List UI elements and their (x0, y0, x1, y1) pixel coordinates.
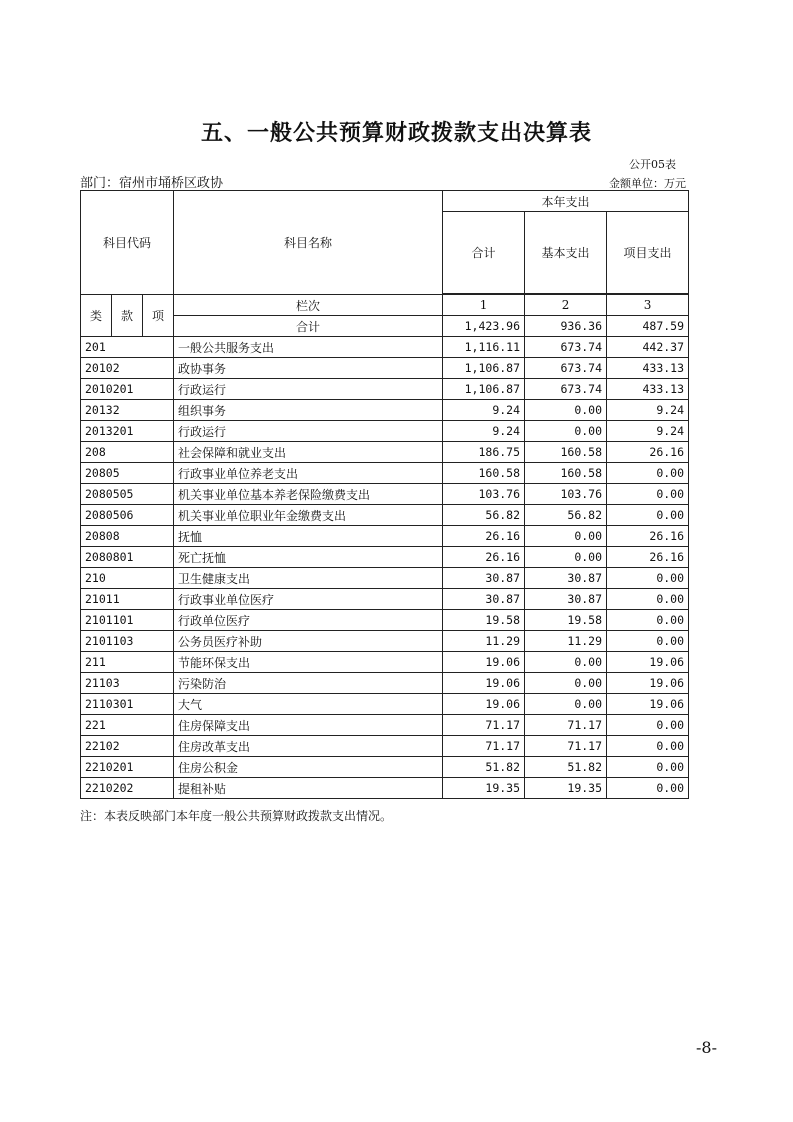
row-code: 2101101 (81, 610, 174, 631)
table-row (81, 547, 689, 568)
row-total: 103.76 (443, 484, 525, 505)
row-total: 51.82 (443, 757, 525, 778)
row-basic: 0.00 (525, 652, 607, 673)
row-code: 2210202 (81, 778, 174, 799)
row-project: 9.24 (607, 421, 689, 442)
row-total: 19.58 (443, 610, 525, 631)
row-name: 大气 (174, 694, 443, 715)
row-name: 行政运行 (174, 421, 443, 442)
row-total: 9.24 (443, 400, 525, 421)
header-name: 科目名称 (174, 191, 443, 295)
table-row (81, 505, 689, 526)
row-total: 19.06 (443, 694, 525, 715)
table-row (81, 526, 689, 547)
table-row (81, 757, 689, 778)
row-name: 机关事业单位职业年金缴费支出 (174, 505, 443, 526)
row-project: 26.16 (607, 442, 689, 463)
row-code: 2080505 (81, 484, 174, 505)
row-project: 19.06 (607, 694, 689, 715)
row-basic: 673.74 (525, 358, 607, 379)
row-project: 0.00 (607, 505, 689, 526)
table-row (81, 736, 689, 757)
row-total: 56.82 (443, 505, 525, 526)
row-basic: 71.17 (525, 736, 607, 757)
row-basic: 160.58 (525, 463, 607, 484)
row-project: 0.00 (607, 778, 689, 799)
row-code: 2010201 (81, 379, 174, 400)
row-name: 行政事业单位养老支出 (174, 463, 443, 484)
row-code: 211 (81, 652, 174, 673)
row-total: 186.75 (443, 442, 525, 463)
table-row (81, 400, 689, 421)
row-project: 0.00 (607, 463, 689, 484)
row-project: 19.06 (607, 652, 689, 673)
table-row (81, 631, 689, 652)
header-xiang: 项 (143, 295, 174, 337)
table-row (81, 778, 689, 799)
table-row (81, 379, 689, 400)
row-name: 抚恤 (174, 526, 443, 547)
row-name: 机关事业单位基本养老保险缴费支出 (174, 484, 443, 505)
row-total: 9.24 (443, 421, 525, 442)
table-row (81, 358, 689, 379)
row-basic: 51.82 (525, 757, 607, 778)
column-index-2: 2 (525, 295, 607, 316)
row-basic: 30.87 (525, 589, 607, 610)
row-total: 26.16 (443, 547, 525, 568)
row-basic: 11.29 (525, 631, 607, 652)
unit-label: 金额单位：万元 (609, 177, 686, 190)
sum-total: 1,423.96 (443, 316, 525, 337)
row-basic: 19.58 (525, 610, 607, 631)
row-basic: 0.00 (525, 526, 607, 547)
row-total: 19.06 (443, 673, 525, 694)
row-project: 26.16 (607, 547, 689, 568)
row-project: 433.13 (607, 379, 689, 400)
row-project: 442.37 (607, 337, 689, 358)
row-basic: 19.35 (525, 778, 607, 799)
row-basic: 71.17 (525, 715, 607, 736)
row-project: 0.00 (607, 484, 689, 505)
header-code-group: 科目代码 (81, 191, 174, 295)
row-name: 行政事业单位医疗 (174, 589, 443, 610)
row-project: 433.13 (607, 358, 689, 379)
row-name: 提租补贴 (174, 778, 443, 799)
row-total: 71.17 (443, 736, 525, 757)
sum-basic: 936.36 (525, 316, 607, 337)
row-basic: 103.76 (525, 484, 607, 505)
row-name: 节能环保支出 (174, 652, 443, 673)
row-project: 0.00 (607, 589, 689, 610)
row-code: 2210201 (81, 757, 174, 778)
table-row (81, 421, 689, 442)
row-code: 20808 (81, 526, 174, 547)
header-year-group: 本年支出 (443, 191, 689, 212)
table-row (81, 610, 689, 631)
row-name: 住房保障支出 (174, 715, 443, 736)
column-index-1: 1 (443, 295, 525, 316)
row-name: 死亡抚恤 (174, 547, 443, 568)
header-basic: 基本支出 (525, 212, 607, 294)
column-index-label: 栏次 (174, 295, 443, 316)
row-code: 20132 (81, 400, 174, 421)
row-total: 26.16 (443, 526, 525, 547)
row-basic: 673.74 (525, 337, 607, 358)
row-name: 公务员医疗补助 (174, 631, 443, 652)
row-name: 行政运行 (174, 379, 443, 400)
row-name: 一般公共服务支出 (174, 337, 443, 358)
row-basic: 30.87 (525, 568, 607, 589)
row-project: 0.00 (607, 631, 689, 652)
header-lei: 类 (81, 295, 112, 337)
expenditure-table (80, 190, 689, 799)
row-code: 20805 (81, 463, 174, 484)
table-row (81, 337, 689, 358)
row-basic: 0.00 (525, 400, 607, 421)
row-total: 160.58 (443, 463, 525, 484)
department-label: 部门：宿州市埇桥区政协 (80, 176, 224, 191)
row-code: 221 (81, 715, 174, 736)
row-code: 21011 (81, 589, 174, 610)
row-name: 行政单位医疗 (174, 610, 443, 631)
row-total: 71.17 (443, 715, 525, 736)
row-code: 208 (81, 442, 174, 463)
row-name: 卫生健康支出 (174, 568, 443, 589)
table-row (81, 694, 689, 715)
row-project: 19.06 (607, 673, 689, 694)
row-project: 0.00 (607, 610, 689, 631)
row-total: 11.29 (443, 631, 525, 652)
row-basic: 0.00 (525, 694, 607, 715)
row-code: 210 (81, 568, 174, 589)
row-code: 201 (81, 337, 174, 358)
sum-project: 487.59 (607, 316, 689, 337)
sum-label: 合计 (174, 316, 443, 337)
table-row (81, 568, 689, 589)
table-row (81, 484, 689, 505)
row-name: 政协事务 (174, 358, 443, 379)
header-project: 项目支出 (607, 212, 689, 294)
row-total: 30.87 (443, 589, 525, 610)
page-number: -8- (696, 1038, 717, 1057)
row-total: 30.87 (443, 568, 525, 589)
row-project: 0.00 (607, 568, 689, 589)
row-basic: 160.58 (525, 442, 607, 463)
row-name: 社会保障和就业支出 (174, 442, 443, 463)
table-row (81, 652, 689, 673)
row-name: 住房公积金 (174, 757, 443, 778)
row-total: 1,106.87 (443, 358, 525, 379)
footnote: 注：本表反映部门本年度一般公共预算财政拨款支出情况。 (80, 809, 393, 823)
page-title: 五、一般公共预算财政拨款支出决算表 (200, 121, 592, 146)
header-kuan: 款 (112, 295, 143, 337)
row-project: 0.00 (607, 736, 689, 757)
row-code: 2080506 (81, 505, 174, 526)
row-basic: 0.00 (525, 673, 607, 694)
row-project: 9.24 (607, 400, 689, 421)
row-project: 0.00 (607, 715, 689, 736)
row-code: 2101103 (81, 631, 174, 652)
form-number: 公开05表 (629, 158, 676, 171)
row-project: 0.00 (607, 757, 689, 778)
row-code: 2080801 (81, 547, 174, 568)
row-total: 1,116.11 (443, 337, 525, 358)
column-index-3: 3 (607, 295, 689, 316)
row-basic: 673.74 (525, 379, 607, 400)
header-total: 合计 (443, 212, 525, 294)
table-row (81, 442, 689, 463)
row-code: 22102 (81, 736, 174, 757)
row-basic: 0.00 (525, 421, 607, 442)
row-code: 2013201 (81, 421, 174, 442)
row-total: 19.35 (443, 778, 525, 799)
row-basic: 0.00 (525, 547, 607, 568)
row-project: 26.16 (607, 526, 689, 547)
row-name: 污染防治 (174, 673, 443, 694)
table-row (81, 715, 689, 736)
row-name: 住房改革支出 (174, 736, 443, 757)
row-code: 20102 (81, 358, 174, 379)
table-row (81, 673, 689, 694)
row-code: 2110301 (81, 694, 174, 715)
row-total: 1,106.87 (443, 379, 525, 400)
table-row (81, 589, 689, 610)
row-total: 19.06 (443, 652, 525, 673)
row-code: 21103 (81, 673, 174, 694)
row-basic: 56.82 (525, 505, 607, 526)
table-row (81, 463, 689, 484)
row-name: 组织事务 (174, 400, 443, 421)
